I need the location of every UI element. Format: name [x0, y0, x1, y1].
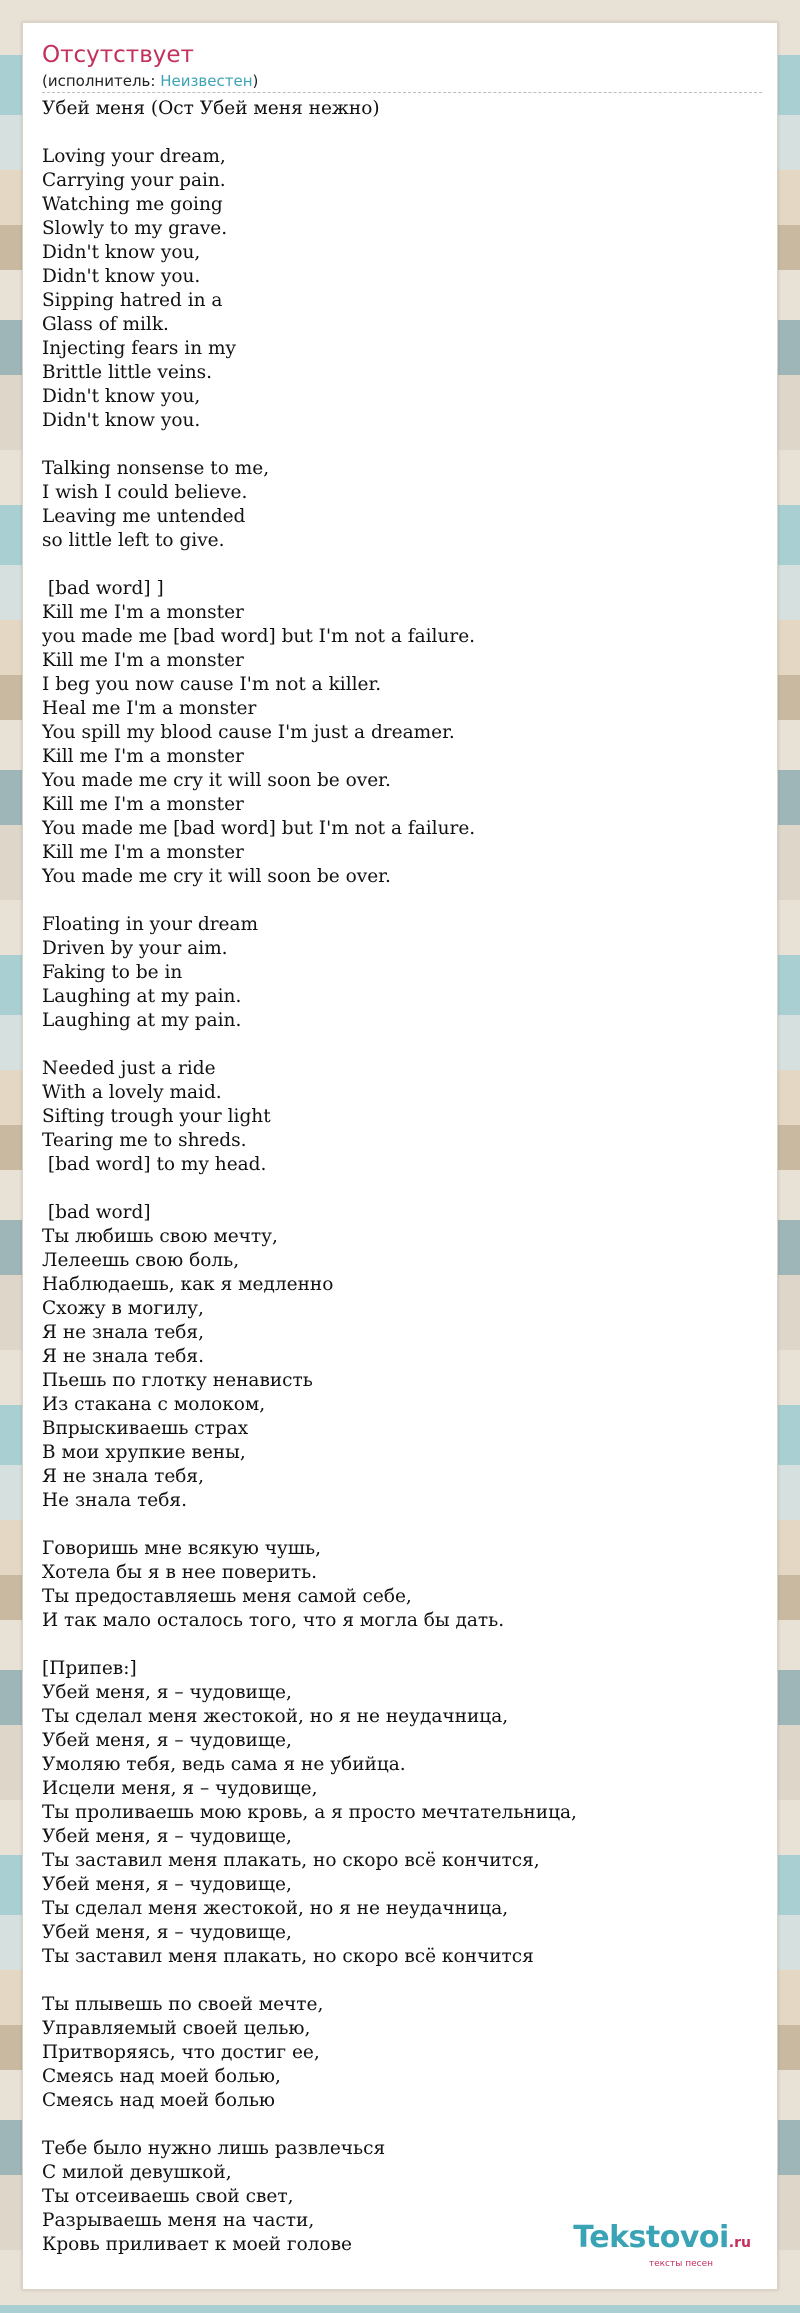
lyrics-blank-line: [42, 1177, 762, 1201]
lyrics-line: Didn't know you.: [42, 266, 201, 287]
lyrics-line: Притворяясь, что достиг ее,: [42, 2042, 320, 2063]
lyrics-line: Ты проливаешь мою кровь, а я просто мечтательница,: [42, 1802, 577, 1823]
lyrics-line: Не знала тебя.: [42, 1490, 187, 1511]
lyrics-line: Из стакана с молоком,: [42, 1394, 266, 1415]
lyrics-line: [Припев:]: [42, 1658, 137, 1679]
lyrics-line: Floating in your dream: [42, 914, 259, 935]
lyrics-line: Пьешь по глотку ненависть: [42, 1370, 313, 1391]
lyrics-blank-line: [42, 1033, 762, 1057]
lyrics-line: so little left to give.: [42, 530, 225, 551]
lyrics-line: Убей меня (Ост Убей меня нежно): [42, 98, 380, 119]
lyrics-line: Убей меня, я – чудовище,: [42, 1922, 292, 1943]
song-title: Отсутствует: [42, 42, 194, 68]
lyrics-line: Ты любишь свою мечту,: [42, 1226, 278, 1247]
lyrics-line: [bad word] to my head.: [42, 1154, 267, 1175]
lyrics-line: Carrying your pain.: [42, 170, 226, 191]
artist-prefix: (исполнитель:: [42, 72, 161, 90]
artist-suffix: ): [252, 72, 259, 90]
lyrics-line: Я не знала тебя,: [42, 1322, 204, 1343]
lyrics-line: [bad word] ]: [42, 578, 164, 599]
lyrics-blank-line: [42, 553, 762, 577]
lyrics-line: I wish I could believe.: [42, 482, 248, 503]
lyrics-blank-line: [42, 1969, 762, 1993]
lyrics-line: Laughing at my pain.: [42, 986, 242, 1007]
logo-wordmark: [573, 2222, 751, 2259]
lyrics-line: Схожу в могилу,: [42, 1298, 204, 1319]
lyrics-line: Glass of milk.: [42, 314, 169, 335]
lyrics-line: You made me cry it will soon be over.: [42, 866, 391, 887]
lyrics-line: You spill my blood cause I'm just a dreamer.: [42, 722, 455, 743]
lyrics-line: You made me [bad word] but I'm not a failure.: [42, 818, 476, 839]
lyrics-line: Ты сделал меня жестокой, но я не неудачница,: [42, 1898, 509, 1919]
artist-line: [42, 72, 762, 93]
lyrics-blank-line: [42, 889, 762, 913]
lyrics-line: Управляемый своей целью,: [42, 2018, 311, 2039]
lyrics-line: Kill me I'm a monster: [42, 794, 244, 815]
lyrics-line: Ты заставил меня плакать, но скоро всё кончится,: [42, 1850, 540, 1871]
lyrics-line: Я не знала тебя.: [42, 1346, 204, 1367]
lyrics-line: Loving your dream,: [42, 146, 226, 167]
lyrics-line: Needed just a ride: [42, 1058, 216, 1079]
lyrics-line: Хотела бы я в нее поверить.: [42, 1562, 318, 1583]
lyrics-line: Brittle little veins.: [42, 362, 213, 383]
lyrics-line: Sipping hatred in a: [42, 290, 223, 311]
lyrics-line: Tearing me to shreds.: [42, 1130, 247, 1151]
lyrics-line: Kill me I'm a monster: [42, 650, 244, 671]
lyrics-card: [22, 22, 778, 2290]
logo-tld: .ru: [728, 2235, 751, 2251]
lyrics-line: Ты заставил меня плакать, но скоро всё кончится: [42, 1946, 534, 1967]
lyrics-line: В мои хрупкие вены,: [42, 1442, 246, 1463]
lyrics-line: Убей меня, я – чудовище,: [42, 1730, 292, 1751]
lyrics-line: Didn't know you,: [42, 242, 201, 263]
lyrics-line: Faking to be in: [42, 962, 183, 983]
lyrics-line: Я не знала тебя,: [42, 1466, 204, 1487]
lyrics-line: Heal me I'm a monster: [42, 698, 257, 719]
lyrics-line: Смеясь над моей болью,: [42, 2066, 281, 2087]
lyrics-line: Sifting trough your light: [42, 1106, 271, 1127]
lyrics-line: You made me cry it will soon be over.: [42, 770, 391, 791]
lyrics-line: Убей меня, я – чудовище,: [42, 1826, 292, 1847]
lyrics-line: Исцели меня, я – чудовище,: [42, 1778, 318, 1799]
site-logo[interactable]: [573, 2222, 751, 2269]
lyrics-line: Didn't know you,: [42, 386, 201, 407]
lyrics-line: Leaving me untended: [42, 506, 246, 527]
lyrics-line: Смеясь над моей болью: [42, 2090, 276, 2111]
lyrics-line: Лелеешь свою боль,: [42, 1250, 240, 1271]
lyrics-line: Kill me I'm a monster: [42, 842, 244, 863]
logo-name: Tekstovoi: [573, 2220, 729, 2255]
lyrics-line: Ты отсеиваешь свой свет,: [42, 2186, 294, 2207]
lyrics-line: Kill me I'm a monster: [42, 746, 244, 767]
lyrics-line: Talking nonsense to me,: [42, 458, 270, 479]
lyrics-line: Впрыскиваешь страх: [42, 1418, 249, 1439]
lyrics-line: Убей меня, я – чудовище,: [42, 1682, 292, 1703]
lyrics-blank-line: [42, 1633, 762, 1657]
lyrics-line: you made me [bad word] but I'm not a failure.: [42, 626, 476, 647]
lyrics-line: И так мало осталось того, что я могла бы дать.: [42, 1610, 505, 1631]
lyrics-line: С милой девушкой,: [42, 2162, 232, 2183]
lyrics-line: [bad word]: [42, 1202, 151, 1223]
lyrics-line: With a lovely maid.: [42, 1082, 222, 1103]
lyrics-blank-line: [42, 2113, 762, 2137]
lyrics-line: Кровь приливает к моей голове: [42, 2234, 352, 2255]
lyrics-line: Умоляю тебя, ведь сама я не убийца.: [42, 1754, 406, 1775]
lyrics-line: Ты плывешь по своей мечте,: [42, 1994, 324, 2015]
lyrics-line: Ты предоставляешь меня самой себе,: [42, 1586, 412, 1607]
lyrics-line: Ты сделал меня жестокой, но я не неудачница,: [42, 1706, 509, 1727]
lyrics-line: Injecting fears in my: [42, 338, 237, 359]
artist-link[interactable]: Неизвестен: [160, 72, 253, 90]
lyrics-blank-line: [42, 1513, 762, 1537]
lyrics-line: Убей меня, я – чудовище,: [42, 1874, 292, 1895]
lyrics-line: Laughing at my pain.: [42, 1010, 242, 1031]
lyrics-line: Kill me I'm a monster: [42, 602, 244, 623]
logo-tagline: тексты песен: [648, 2259, 713, 2269]
lyrics-line: Driven by your aim.: [42, 938, 228, 959]
lyrics-line: Говоришь мне всякую чушь,: [42, 1538, 321, 1559]
lyrics-line: Watching me going: [42, 194, 223, 215]
lyrics-text: [42, 97, 762, 2257]
lyrics-line: Тебе было нужно лишь развлечься: [42, 2138, 386, 2159]
lyrics-line: I beg you now cause I'm not a killer.: [42, 674, 382, 695]
lyrics-line: Slowly to my grave.: [42, 218, 228, 239]
lyrics-line: Didn't know you.: [42, 410, 201, 431]
lyrics-line: Разрываешь меня на части,: [42, 2210, 315, 2231]
lyrics-blank-line: [42, 433, 762, 457]
lyrics-line: Наблюдаешь, как я медленно: [42, 1274, 334, 1295]
lyrics-blank-line: [42, 121, 762, 145]
